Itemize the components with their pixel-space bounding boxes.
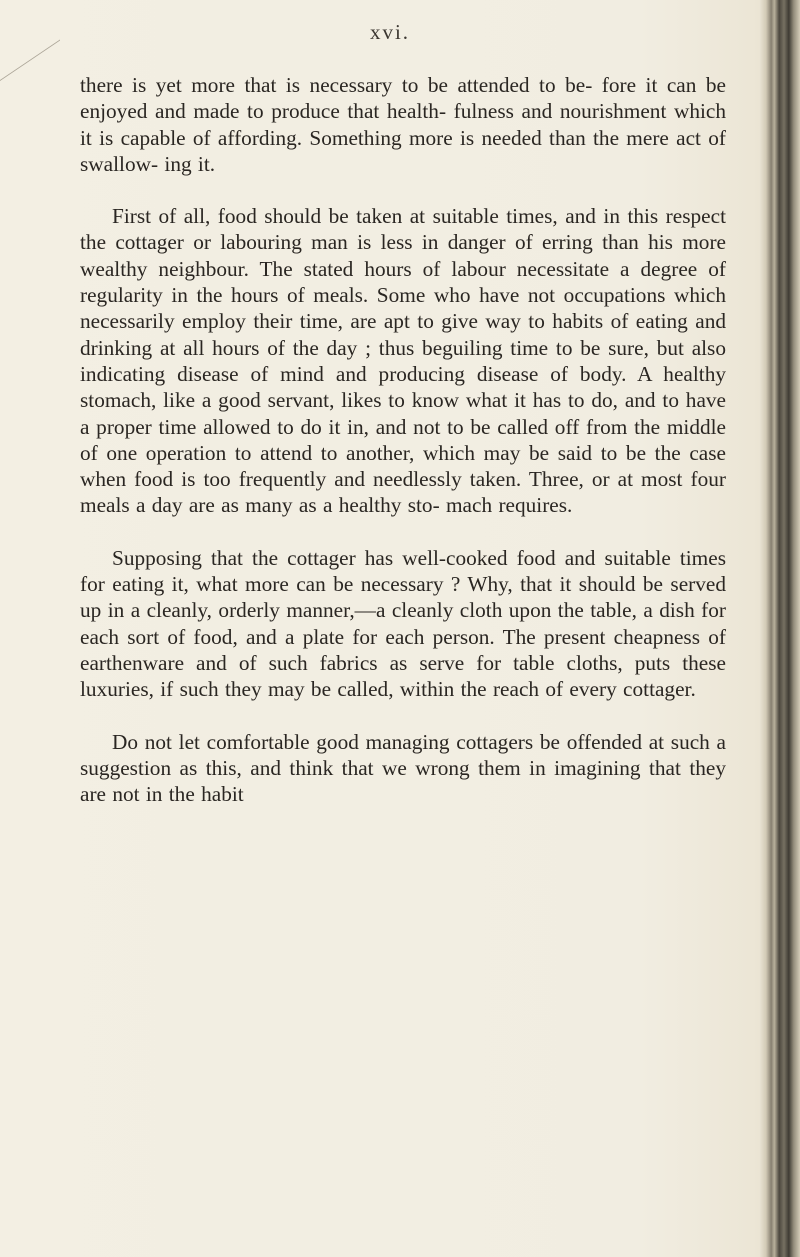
page-edge-strip: [760, 0, 800, 1257]
paragraph-1: there is yet more that is necessary to be attended to be- fore it can be enjoyed and made to produce that health- fulness and nourishment which it is capable of affording. Something more is needed than the mere act of swallow- ing it.: [80, 73, 726, 176]
text-body: [80, 72, 726, 833]
paragraph-2: First of all, food should be taken at suitable times, and in this respect the cottager or labouring man is less in danger of erring than his more wealthy neighbour. The stated hours of labour necessitate a degree of regularity in the hours of meals. Some who have not occupations which necessarily employ their time, are apt to give way to habits of eating and drinking at all hours of the day ; thus beguiling time to be sure, but also indicating disease of mind and producing disease of body. A healthy stomach, like a good servant, likes to know what it has to do, and to have a proper time allowed to do it in, and not to be called off from the middle of one operation to attend to another, which may be said to be the case when food is too frequently and needlessly taken. Three, or at most four meals a day are as many as a healthy sto- mach requires.: [80, 204, 726, 518]
paragraph-4: Do not let comfortable good managing cottagers be offended at such a suggestion as this, and think that we wrong them in imagining that they are not in the habit: [80, 729, 726, 807]
paragraph-3: Supposing that the cottager has well-cooked food and suitable times for eating it, what more can be necessary ? Why, that it should be served up in a cleanly, orderly manner,—a cleanly cloth upon the table, a dish for each sort of food, and a plate for each person. The present cheapness of earthenware and of such fabrics as serve for table cloths, puts these luxuries, if such they may be called, within the reach of every cottager.: [80, 545, 726, 702]
page-number: xvi.: [369, 20, 411, 44]
